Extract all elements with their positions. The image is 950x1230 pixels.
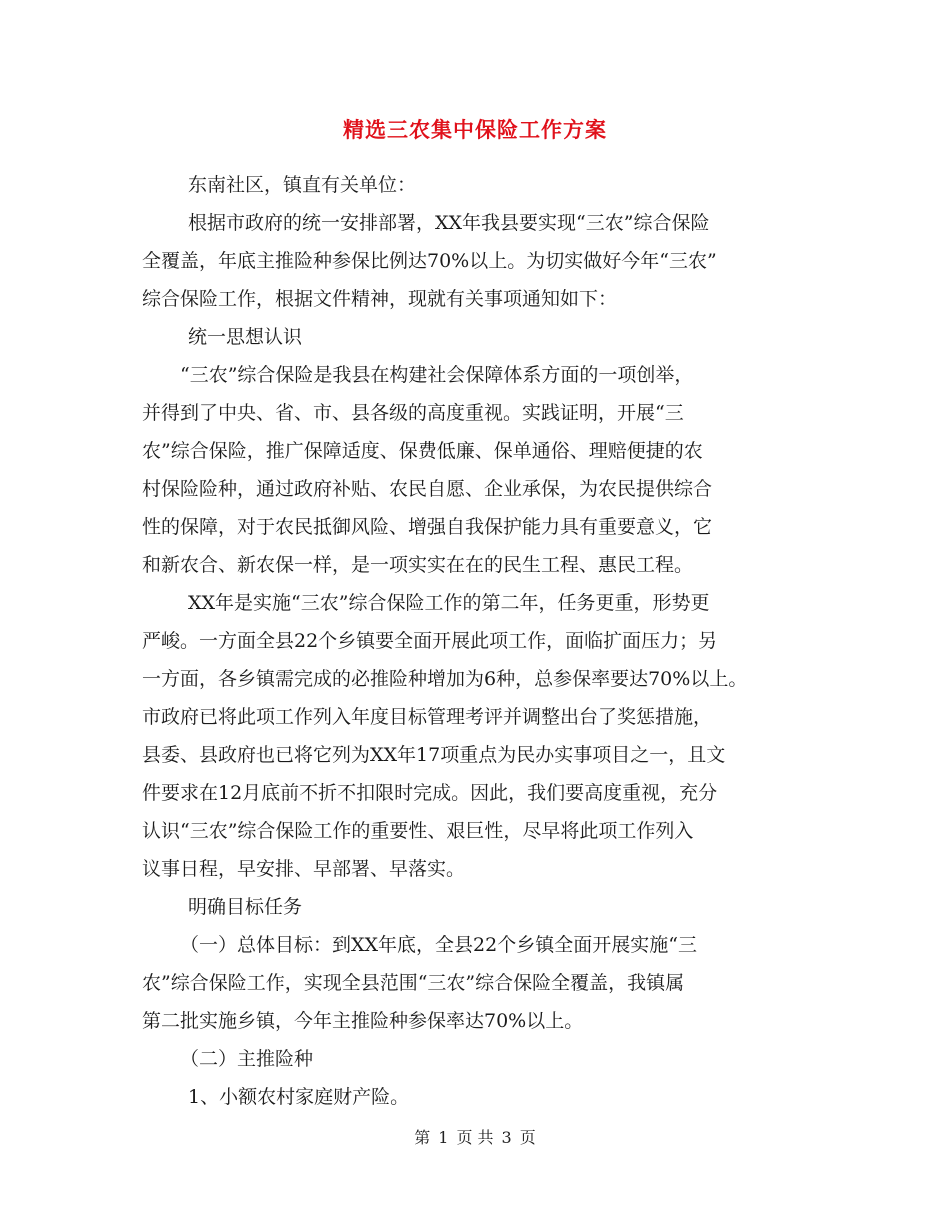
body-line: 农”综合保险，推广保障适度、保费低廉、保单通俗、理赔便捷的农 (142, 440, 703, 462)
body-line: 县委、县政府也已将它列为XX年17项重点为民办实事项目之一，且文 (142, 744, 726, 766)
document-title: 精选三农集中保险工作方案 (343, 117, 607, 142)
footer-suffix: 页 (519, 1128, 536, 1147)
body-line: 村保险险种，通过政府补贴、农民自愿、企业承保，为农民提供综合 (142, 478, 713, 500)
list-item: 1、小额农村家庭财产险。 (188, 1086, 410, 1108)
body-line: 综合保险工作，根据文件精神，现就有关事项通知如下： (142, 288, 618, 310)
subsection-heading: （二）主推险种 (180, 1048, 314, 1070)
footer-prefix: 第 (414, 1128, 431, 1147)
body-line: XX年是实施“三农”综合保险工作的第二年，任务更重，形势更 (188, 592, 710, 614)
page-footer (0, 1125, 950, 1148)
body-line: 和新农合、新农保一样，是一项实实在在的民生工程、惠民工程。 (142, 554, 694, 576)
section-heading: 明确目标任务 (188, 896, 303, 918)
footer-middle: 页 共 (456, 1128, 494, 1147)
body-line: 严峻。一方面全县22个乡镇要全面开展此项工作，面临扩面压力；另 (142, 630, 718, 652)
body-line: 议事日程，早安排、早部署、早落实。 (142, 858, 466, 880)
body-line: 认识“三农”综合保险工作的重要性、艰巨性，尽早将此项工作列入 (142, 820, 694, 842)
body-line: 一方面，各乡镇需完成的必推险种增加为6种，总参保率要达70%以上。 (142, 668, 748, 690)
body-line: 性的保障，对于农民抵御风险、增强自我保护能力具有重要意义，它 (142, 516, 713, 538)
footer-current-page: 1 (438, 1128, 449, 1147)
footer-total-pages: 3 (501, 1128, 512, 1147)
body-line: 根据市政府的统一安排部署，XX年我县要实现“三农”综合保险 (188, 212, 710, 234)
body-line: （一）总体目标：到XX年底，全县22个乡镇全面开展实施“三 (180, 934, 697, 956)
salutation-line: 东南社区，镇直有关单位： (188, 174, 417, 196)
body-line: 第二批实施乡镇，今年主推险种参保率达70%以上。 (142, 1010, 584, 1032)
body-line: “三农”综合保险是我县在构建社会保障体系方面的一项创举， (180, 364, 694, 386)
body-line: 农”综合保险工作，实现全县范围“三农”综合保险全覆盖，我镇属 (142, 972, 685, 994)
body-line: 市政府已将此项工作列入年度目标管理考评并调整出台了奖惩措施， (142, 706, 713, 728)
body-line: 全覆盖，年底主推险种参保比例达70%以上。为切实做好今年“三农” (142, 250, 717, 272)
body-line: 并得到了中央、省、市、县各级的高度重视。实践证明，开展“三 (142, 402, 684, 424)
body-line: 件要求在12月底前不折不扣限时完成。因此，我们要高度重视，充分 (142, 782, 718, 804)
section-heading: 统一思想认识 (188, 326, 303, 348)
